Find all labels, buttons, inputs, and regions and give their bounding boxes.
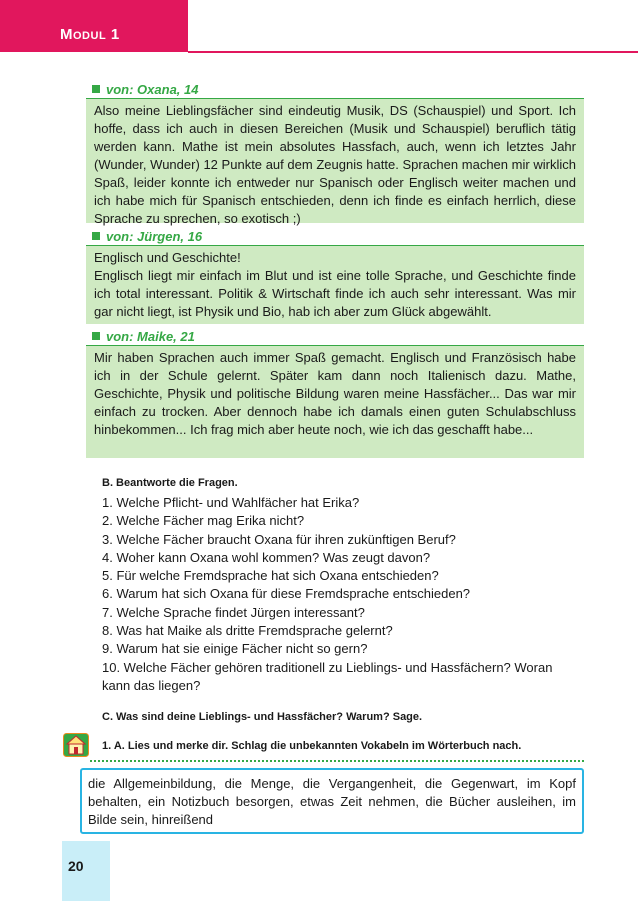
question-item: 8. Was hat Maike als dritte Fremdsprache gelernt? bbox=[102, 623, 393, 639]
entry-author-text: von: Oxana, 14 bbox=[106, 82, 199, 97]
page-number: 20 bbox=[68, 858, 84, 874]
square-bullet-icon bbox=[92, 85, 100, 93]
entry-author bbox=[92, 329, 195, 344]
entry-paragraph: Englisch liegt mir einfach im Blut und ist eine tolle Sprache, und Geschichte finde ich total interessant. Politik & Wirtschaft finde ich auch sehr interessant. Was mir gar nicht liegt, ist Physik und Bio, hab ich aber zum Glück abgewählt. bbox=[94, 268, 576, 319]
question-list bbox=[102, 494, 582, 695]
question-item: 5. Für welche Fremdsprache hat sich Oxana entschieden? bbox=[102, 568, 439, 584]
entry-paragraph: Englisch und Geschichte! bbox=[94, 250, 241, 265]
question-item: 10. Welche Fächer gehören traditionell zu Lieblings- und Hassfächern? Woran kann das liegen? bbox=[102, 659, 553, 693]
question-item: 6. Warum hat sich Oxana für diese Fremdsprache entschieden? bbox=[102, 586, 471, 602]
dotted-divider bbox=[90, 760, 584, 762]
entry-author-text: von: Jürgen, 16 bbox=[106, 229, 203, 244]
entry-paragraph: Also meine Lieblingsfächer sind eindeutig Musik, DS (Schauspiel) und Sport. Ich hoffe, dass ich auch in diesen Bereichen (Musik und Schauspiel) beruflich tätig werden kann. Mathe ist mein absolutes Hassfach, auch, wenn ich letztes Jahr (Wunder, Wunder) 12 Punkte auf dem Zeugnis hatte. Sprachen machen mir wirklich Spaß, leider konnte ich entweder nur Spanisch oder Englisch weiter machen und ich habe mich für Spanisch entschieden, denn ich finde es einfach herrlich, diese Sprache zu sprechen, so exotisch ;) bbox=[94, 103, 576, 226]
entry-text-box bbox=[86, 99, 584, 226]
homework-title: 1. A. Lies und merke dir. Schlag die unbekannten Vokabeln im Wörterbuch nach. bbox=[102, 740, 522, 752]
square-bullet-icon bbox=[92, 232, 100, 240]
module-label bbox=[60, 26, 120, 43]
entry-author bbox=[92, 229, 202, 244]
question-item: 3. Welche Fächer braucht Oxana für ihren zukünftigen Beruf? bbox=[102, 531, 456, 547]
question-item: 1. Welche Pflicht- und Wahlfächer hat Erika? bbox=[102, 495, 360, 510]
entry-author bbox=[92, 82, 198, 97]
module-tab bbox=[0, 0, 188, 52]
entry-paragraph: Mir haben Sprachen auch immer Spaß gemacht. Englisch und Französisch habe ich in der Schule gelernt. Später kam dann noch Italienisch dazu. Mathe, Geschichte, Physik und politische Bildung waren meine Hassfächer... Das war mir einfach zu trocken. Aber dennoch habe ich damals einen guten Schulabschluss hinbekommen... Ich frag mich aber heute noch, wie ich das geschafft habe... bbox=[94, 350, 576, 437]
entry-author-text: von: Maike, 21 bbox=[106, 329, 195, 344]
module-number: 1 bbox=[110, 26, 120, 43]
home-icon bbox=[63, 733, 89, 757]
entry-text-box bbox=[86, 246, 584, 324]
vocabulary-box bbox=[80, 768, 584, 834]
question-item: 7. Welche Sprache findet Jürgen interessant? bbox=[102, 604, 365, 620]
entry-text-box bbox=[86, 346, 584, 458]
module-label-first: M bbox=[60, 26, 73, 43]
vocabulary-text: die Allgemeinbildung, die Menge, die Vergangenheit, die Gegenwart, im Kopf behalten, ein Notizbuch besorgen, etwas Zeit nehmen, die Bücher ausleihen, im Bilde sein, hinreißend bbox=[88, 776, 576, 827]
square-bullet-icon bbox=[92, 332, 100, 340]
question-item: 4. Woher kann Oxana wohl kommen? Was zeugt davon? bbox=[102, 549, 431, 565]
module-label-rest: ODUL bbox=[73, 30, 107, 42]
section-b-title: B. Beantworte die Fragen. bbox=[102, 477, 238, 489]
section-c-title: C. Was sind deine Lieblings- und Hassfächer? Warum? Sage. bbox=[102, 711, 423, 723]
question-item: 9. Warum hat sie einige Fächer nicht so gern? bbox=[102, 641, 368, 657]
question-item: 2. Welche Fächer mag Erika nicht? bbox=[102, 513, 305, 529]
header-rule bbox=[188, 51, 638, 53]
